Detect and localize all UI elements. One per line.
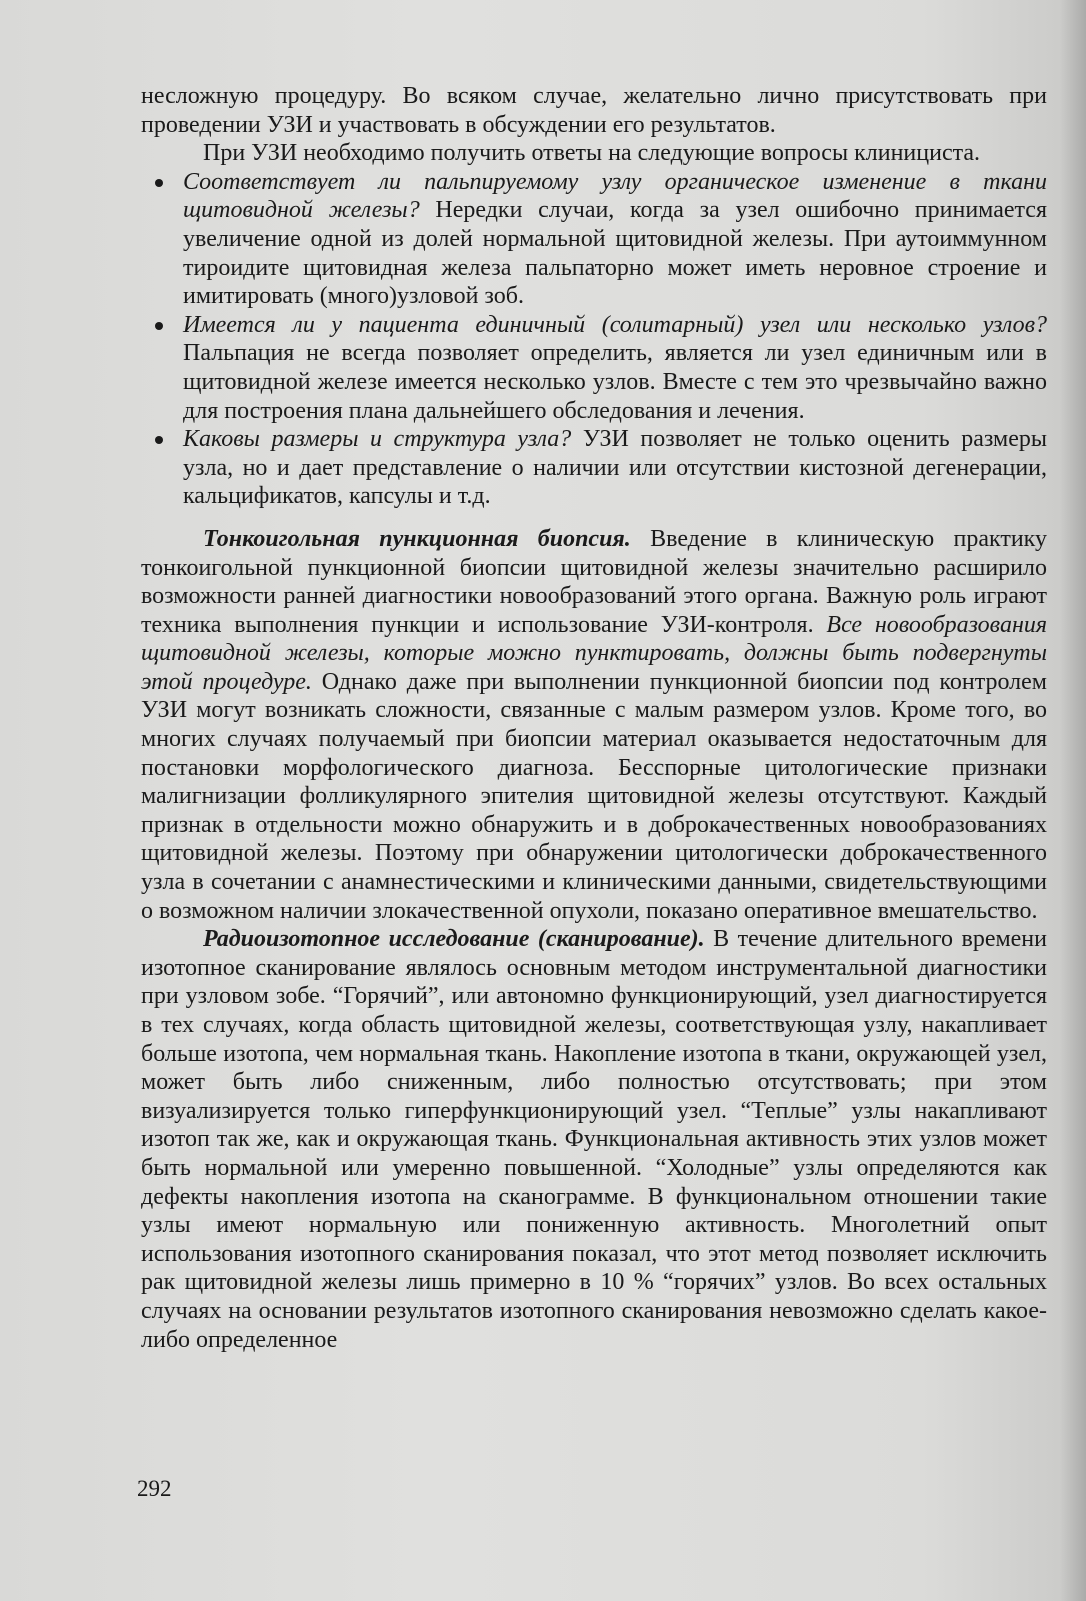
biopsy-text-a: Введение в клиническую практику тонкоигольной пункционной биопсии щитовидной железы значительно расширило возможности ранней диагностики новообразований этого органа. Важную роль играют техника выполнения пункции и использование УЗИ-контроля. xyxy=(141,525,1048,638)
scan-heading: Радиоизотопное исследование (сканирование). xyxy=(203,926,705,953)
scan-text: В течение длительного времени изотопное сканирование являлось основным методом инструментальной диагностики при узловом зобе. “Горячий”, или автономно функционирующий, узел диагностируется в тех случаях, когда область щитовидной железы, соответствующая узлу, накапливает больше изотопа, чем нормальная ткань. Накопление изотопа в ткани, окружающей узел, может быть либо сниженным, либо полностью отсутствовать; при этом визуализируется только гиперфункционирующий узел. “Теплые” узлы накапливают изотоп так же, как и окружающая ткань. Функциональная активность этих узлов может быть нормальной или умеренно повышенной. “Холодные” узлы определяются как дефекты накопления изотопа на сканограмме. В функциональном отношении такие узлы имеют нормальную или пониженную активность. Многолетний опыт использования изотопного сканирования показал, что этот метод позволяет исключить рак щитовидной железы лишь примерно в 10 % “горячих” узлов. Во всех остальных случаях на основании результатов изотопного сканирования невозможно сделать какое-либо определенное xyxy=(141,926,1047,1353)
questions-lead-paragraph: При УЗИ необходимо получить ответы на следующие вопросы клинициста. xyxy=(203,140,981,167)
list-item xyxy=(183,311,1047,425)
clinician-questions-list xyxy=(141,168,1047,511)
biopsy-paragraph xyxy=(141,525,1047,925)
biopsy-emphasis: Все новообразования щитовидной железы, которые можно пунктировать, должны быть подвергнуты этой процедуре. xyxy=(141,611,1048,695)
answer-text: Нередки случаи, когда за узел ошибочно принимается увеличение одной из долей нормальной щитовидной железы. При аутоиммунном тироидите щитовидная железа пальпаторно может иметь неровное строение и имитировать (много)узловой зоб. xyxy=(183,197,1047,310)
list-item xyxy=(183,425,1047,511)
list-item xyxy=(183,168,1047,311)
scan-paragraph xyxy=(141,925,1047,1354)
biopsy-heading: Тонкоигольная пункционная биопсия. xyxy=(203,525,631,552)
bullet-icon xyxy=(155,179,163,187)
page-text xyxy=(141,82,1047,1354)
bullet-icon xyxy=(155,436,163,444)
question-text: Каковы размеры и структура узла? xyxy=(183,426,572,453)
biopsy-text-b: Однако даже при выполнении пункционной биопсии под контролем УЗИ могут возникать сложности, связанные с малым размером узлов. Кроме того, во многих случаях получаемый при биопсии материал оказывается недостаточным для постановки морфологического диагноза. Бесспорные цитологические признаки малигнизации фолликулярного эпителия щитовидной железы отсутствуют. Каждый признак в отдельности можно обнаружить и в доброкачественных новообразованиях щитовидной железы. Поэтому при обнаружении цитологически доброкачественного узла в сочетании с анамнестическими и клиническими данными, свидетельствующими о возможном наличии злокачественной опухоли, показано оперативное вмешательство. xyxy=(141,668,1047,924)
answer-text: УЗИ позволяет не только оценить размеры узла, но и дает представление о наличии или отсутствии кистозной дегенерации, кальцификатов, капсулы и т.д. xyxy=(183,426,1047,510)
page-edge-shadow xyxy=(1060,0,1086,1601)
answer-text: Пальпация не всегда позволяет определить, является ли узел единичным или в щитовидной железе имеется несколько узлов. Вместе с тем это чрезвычайно важно для построения плана дальнейшего обследования и лечения. xyxy=(183,340,1047,424)
intro-paragraph: несложную процедуру. Во всяком случае, желательно лично присутствовать при проведении УЗИ и участвовать в обсуждении его результатов. xyxy=(141,83,1047,138)
page-number: 292 xyxy=(137,1476,172,1501)
question-text: Имеется ли у пациента единичный (солитарный) узел или несколько узлов? xyxy=(183,311,1047,338)
question-text: Соответствует ли пальпируемому узлу органическое изменение в ткани щитовидной железы? xyxy=(183,168,1047,224)
bullet-icon xyxy=(155,322,163,330)
